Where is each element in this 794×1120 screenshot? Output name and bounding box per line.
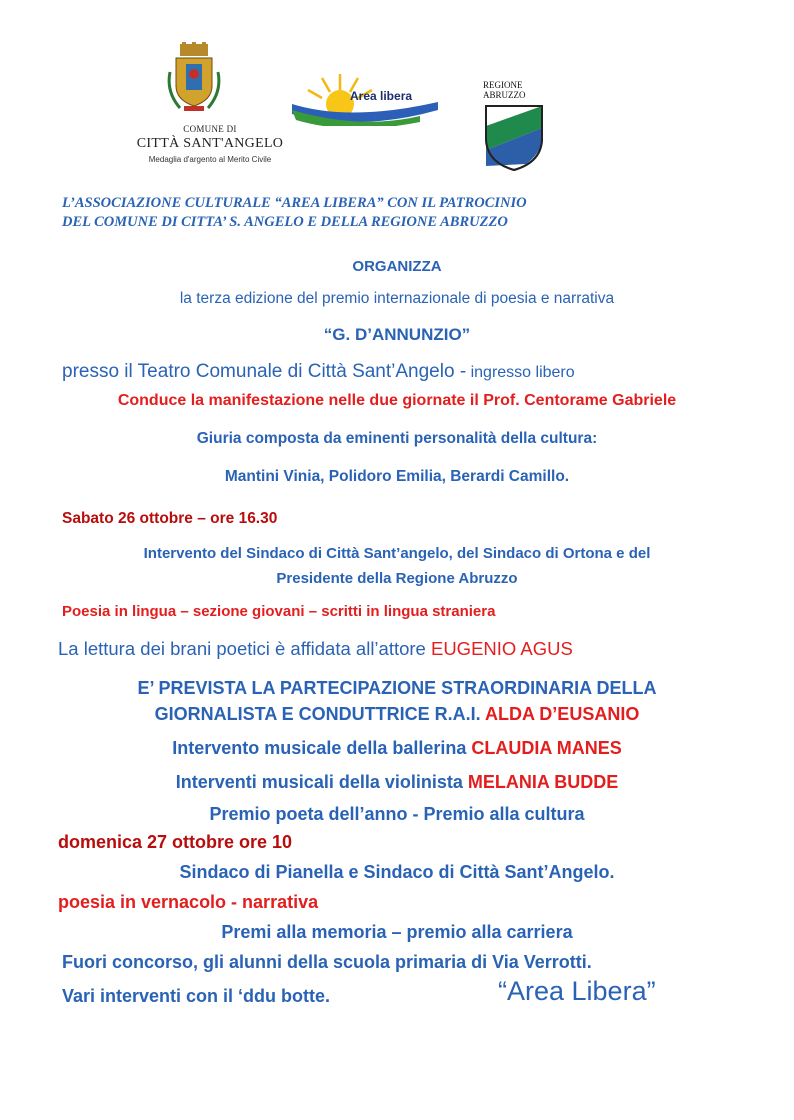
sindaci-line: Sindaco di Pianella e Sindaco di Città Sant’Angelo. — [179, 862, 615, 882]
edizione-line: la terza edizione del premio internazionale di poesia e narrativa — [179, 290, 615, 307]
prevista-name: ALDA D’EUSANIO — [484, 704, 640, 724]
ballerina-text: Intervento musicale della ballerina — [172, 738, 472, 758]
premio-poeta-line: Premio poeta dell’anno - Premio alla cultura — [209, 804, 585, 824]
lettura-line — [58, 638, 778, 660]
vernacolo-line: poesia in vernacolo - narrativa — [58, 892, 319, 912]
comune-crest-logo — [166, 42, 222, 114]
comune-label-small: COMUNE DI — [183, 124, 237, 134]
comune-name: CITTÀ SANT'ANGELO — [136, 136, 284, 151]
violinista-line — [0, 772, 794, 793]
sabato-date: Sabato 26 ottobre – ore 16.30 — [62, 510, 278, 527]
ingresso-text: ingresso libero — [466, 364, 575, 381]
regione-line-1: REGIONE — [483, 80, 523, 90]
giuria-names: Mantini Vinia, Polidoro Emilia, Berardi Camillo. — [224, 468, 570, 485]
lettura-text: La lettura dei brani poetici è affidata all’attore — [58, 638, 431, 659]
poesia-lingua-line: Poesia in lingua – sezione giovani – scritti in lingua straniera — [62, 603, 496, 620]
area-libera-signature: “Area Libera” — [498, 976, 656, 1006]
presso-text: presso il Teatro Comunale di Città Sant’Angelo - — [62, 361, 467, 382]
fuori-concorso-line: Fuori concorso, gli alunni della scuola primaria di Via Verrotti. — [62, 952, 592, 972]
ballerina-line — [0, 738, 794, 759]
prevista-line-1: E’ PREVISTA LA PARTECIPAZIONE STRAORDINARIA DELLA — [137, 678, 657, 698]
area-libera-logo-text: Area libera — [350, 89, 413, 103]
prevista-text: GIORNALISTA E CONDUTTRICE R.A.I. — [154, 704, 485, 724]
ballerina-name: CLAUDIA MANES — [471, 738, 622, 758]
intro-paragraph — [62, 194, 762, 232]
area-libera-logo — [290, 70, 440, 126]
presso-line — [62, 361, 782, 383]
comune-motto: Medaglia d'argento al Merito Civile — [148, 155, 272, 164]
vari-interventi-line: Vari interventi con il ‘ddu botte. — [62, 986, 331, 1006]
organizza-heading: ORGANIZZA — [352, 258, 442, 275]
regione-line-2: ABRUZZO — [483, 90, 526, 100]
lettura-name: EUGENIO AGUS — [430, 638, 573, 659]
intro-line-1: L’ASSOCIAZIONE CULTURALE “AREA LIBERA” CON IL PATROCINIO — [62, 195, 527, 211]
intervento-line-2: Presidente della Regione Abruzzo — [276, 570, 518, 587]
regione-abruzzo-shield — [484, 104, 544, 172]
intervento-line-1: Intervento del Sindaco di Città Sant’angelo, del Sindaco di Ortona e del — [143, 545, 651, 562]
giuria-line: Giuria composta da eminenti personalità della cultura: — [196, 430, 598, 447]
violinista-name: MELANIA BUDDE — [467, 772, 619, 792]
intro-line-2: DEL COMUNE DI CITTA’ S. ANGELO E DELLA REGIONE ABRUZZO — [62, 214, 508, 230]
regione-label — [483, 80, 553, 100]
memoria-line: Premi alla memoria – premio alla carriera — [221, 922, 573, 942]
prevista-line-2 — [0, 704, 794, 725]
premio-title: “G. D’ANNUNZIO” — [323, 325, 471, 344]
domenica-date: domenica 27 ottobre ore 10 — [58, 832, 293, 852]
conduce-line: Conduce la manifestazione nelle due giornate il Prof. Centorame Gabriele — [117, 392, 677, 409]
violinista-text: Interventi musicali della violinista — [175, 772, 468, 792]
